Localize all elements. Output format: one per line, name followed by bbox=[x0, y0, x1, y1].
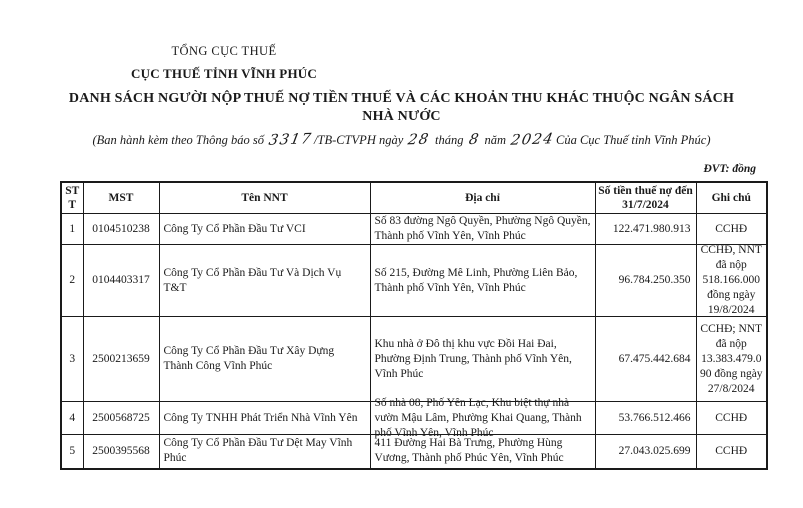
column-header-stt: STT bbox=[61, 182, 83, 214]
cell-stt: 1 bbox=[61, 214, 83, 245]
column-header-dia-chi: Địa chỉ bbox=[370, 182, 595, 214]
cell-dia-chi: Số 83 đường Ngô Quyền, Phường Ngô Quyền, Thành phố Vĩnh Yên, Vĩnh Phúc bbox=[370, 214, 595, 245]
agency-header bbox=[56, 44, 392, 82]
year-handwritten: 2024 bbox=[509, 131, 556, 149]
subtitle-mid2: tháng bbox=[431, 133, 467, 147]
column-header-so-tien: Số tiền thuế nợ đến 31/7/2024 bbox=[595, 182, 696, 214]
doc-number-handwritten: 3317 bbox=[267, 131, 314, 149]
dia-chi-text: Số nhà 08, Phố Yên Lạc, Khu biệt thự nhà vườn Mậu Lâm, Phường Khai Quang, Thành phố Vĩnh Yên, Vĩnh Phúc bbox=[374, 396, 582, 439]
cell-ten-nnt: Công Ty Cổ Phần Đầu Tư Dệt May Vĩnh Phúc bbox=[159, 435, 370, 469]
cell-so-tien: 67.475.442.684 bbox=[595, 317, 696, 402]
ghi-chu-text: CCHĐ; NNT đã nộp 13.383.479.090 đồng ngày 27/8/2024 bbox=[699, 322, 763, 395]
subtitle-suffix: Của Cục Thuế tỉnh Vĩnh Phúc) bbox=[556, 133, 711, 147]
cell-so-tien: 96.784.250.350 bbox=[595, 245, 696, 317]
cell-mst: 0104403317 bbox=[83, 245, 159, 317]
month-handwritten: 8 bbox=[467, 131, 481, 149]
cell-mst: 0104510238 bbox=[83, 214, 159, 245]
parent-agency-name: TỔNG CỤC THUẾ bbox=[171, 44, 277, 58]
cell-mst: 2500568725 bbox=[83, 402, 159, 435]
column-header-mst: MST bbox=[83, 182, 159, 214]
cell-ghi-chu bbox=[696, 317, 767, 402]
page-title-line2: NHÀ NƯỚC bbox=[362, 109, 441, 124]
table-row-4 bbox=[61, 402, 767, 435]
table-header-row bbox=[61, 182, 767, 214]
agency-name: CỤC THUẾ TỈNH VĨNH PHÚC bbox=[131, 66, 317, 81]
unit-note: ĐVT: đồng bbox=[703, 163, 756, 175]
column-header-ghi-chu: Ghi chú bbox=[696, 182, 767, 214]
column-header-ten-nnt: Tên NNT bbox=[159, 182, 370, 214]
subtitle-mid1: /TB-CTVPH ngày bbox=[314, 133, 407, 147]
cell-stt: 3 bbox=[61, 317, 83, 402]
cell-so-tien: 27.043.025.699 bbox=[595, 435, 696, 469]
cell-stt: 5 bbox=[61, 435, 83, 469]
cell-ghi-chu: CCHĐ bbox=[696, 402, 767, 435]
day-handwritten: 28 bbox=[406, 131, 432, 149]
subtitle bbox=[0, 132, 803, 148]
cell-ten-nnt: Công Ty Cổ Phần Đầu Tư Xây Dựng Thành Công Vĩnh Phúc bbox=[159, 317, 370, 402]
cell-so-tien: 122.471.980.913 bbox=[595, 214, 696, 245]
page-title-line1: DANH SÁCH NGƯỜI NỘP THUẾ NỢ TIỀN THUẾ VÀ CÁC KHOẢN THU KHÁC THUỘC NGÂN SÁCH bbox=[68, 91, 735, 106]
cell-stt: 2 bbox=[61, 245, 83, 317]
cell-ghi-chu: CCHĐ bbox=[696, 214, 767, 245]
table-row-1 bbox=[61, 214, 767, 245]
table-row-5 bbox=[61, 435, 767, 469]
cell-ghi-chu: CCHĐ bbox=[696, 435, 767, 469]
cell-so-tien: 53.766.512.466 bbox=[595, 402, 696, 435]
cell-ten-nnt: Công Ty Cổ Phần Đầu Tư Và Dịch Vụ T&T bbox=[159, 245, 370, 317]
cell-dia-chi: 411 Đường Hai Bà Trưng, Phường Hùng Vương, Thành phố Phúc Yên, Vĩnh Phúc bbox=[370, 435, 595, 469]
cell-ghi-chu bbox=[696, 245, 767, 317]
subtitle-prefix: (Ban hành kèm theo Thông báo số bbox=[92, 133, 268, 147]
table-row-2 bbox=[61, 245, 767, 317]
cell-dia-chi: Số 215, Đường Mê Linh, Phường Liên Bảo, Thành phố Vĩnh Yên, Vĩnh Phúc bbox=[370, 245, 595, 317]
cell-dia-chi: Khu nhà ở Đô thị khu vực Đồi Hai Đai, Phường Định Trung, Thành phố Vĩnh Yên, Vĩnh Phúc bbox=[370, 317, 595, 402]
page-title bbox=[0, 90, 803, 126]
subtitle-mid3: năm bbox=[481, 133, 510, 147]
cell-stt: 4 bbox=[61, 402, 83, 435]
cell-ten-nnt: Công Ty Cổ Phần Đầu Tư VCI bbox=[159, 214, 370, 245]
cell-ten-nnt: Công Ty TNHH Phát Triển Nhà Vĩnh Yên bbox=[159, 402, 370, 435]
tax-debt-table bbox=[60, 181, 768, 470]
table-row-3 bbox=[61, 317, 767, 402]
cell-mst: 2500395568 bbox=[83, 435, 159, 469]
cell-mst: 2500213659 bbox=[83, 317, 159, 402]
cell-dia-chi bbox=[370, 396, 595, 439]
ghi-chu-text: CCHĐ, NNT đã nộp 518.166.000 đồng ngày 19/8/2024 bbox=[700, 244, 762, 316]
